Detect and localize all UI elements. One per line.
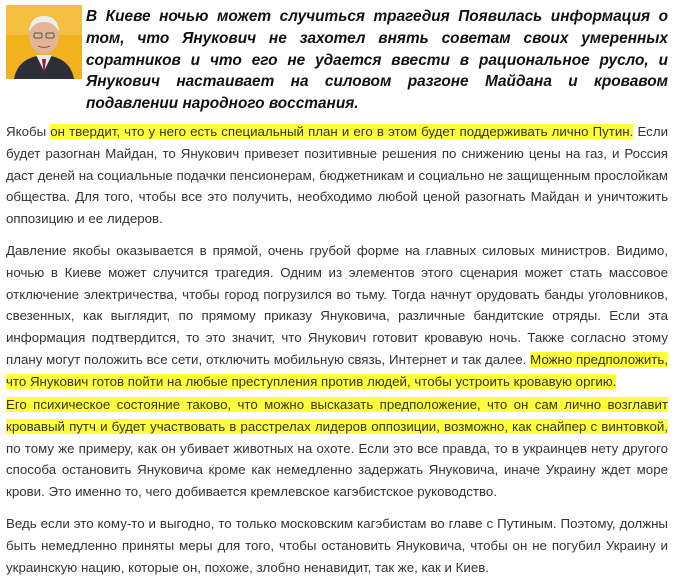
author-photo — [6, 5, 82, 79]
article-paragraph-1 — [6, 121, 668, 230]
paragraph-text: Если будет разогнан Майдан, то Янукович привезет позитивные решения по снижению цены на газ, и Россия даст деней на социальные подачки пенсионерам, бюджетникам и социально не защищенным прослойкам общества. Для того, чтобы все это получить, необходимо любой ценой разогнать Майдан и уничтожить оппозицию и ее лидеров. — [6, 124, 669, 227]
article-lead: В Киеве ночью может случиться трагедия Появилась информация о том, что Янукович не захотел внять советам своих умеренных соратников и что его не удается ввести в рациональное русло, и Янукович настаивает на силовом разгоне Майдана и кровавом подавлении народного восстания. — [86, 8, 668, 113]
paragraph-text: Якобы — [6, 124, 51, 139]
paragraph-text: Давление якобы оказывается в прямой, очень грубой форме на главных силовых министров. Видимо, ночью в Киеве может случится трагедия. Одним из элементов этого сценария может стать массовое отключение электричества, чтобы город погрузился во тьму. Тогда начнут орудовать банды уголовников, свезенных, как выглядит, по прямому приказу Януковича, различные бандитские отряды. Если эта информация подтвердится, то это значит, что Янукович готовит кровавую ночь. Также согласно этому плану могут положить все сети, отключить мобильную связь, Интернет и так далее. — [6, 243, 668, 367]
portrait-image — [6, 5, 82, 79]
highlighted-text: Его психическое состояние таково, что можно высказать предположение, что он сам лично возглавит кровавый путч и будет участвовать в расстрелах лидеров оппозиции, возможно, как снайпер с винтовкой, — [6, 397, 668, 434]
highlighted-text: Можно предположить, что Янукович готов пойти на любые преступления против людей, чтобы устроить кровавую оргию. — [6, 351, 668, 389]
article-paragraph-3 — [6, 394, 668, 503]
article-paragraph-4 — [6, 513, 668, 578]
paragraph-text: Ведь если это кому-то и выгодно, то только московским кагэбистам во главе с Путиным. Поэтому, должны быть немедленно приняты меры для того, чтобы остановить Януковича, чтобы он не погубил Украину и украинскую нацию, которые он, похоже, злобно ненавидит, так же, как и Киев. — [6, 516, 668, 575]
highlighted-text: он твердит, что у него есть специальный план и его в этом будет поддерживать лично Путин. — [50, 124, 634, 139]
paragraph-text: по тому же примеру, как он убивает животных на охоте. Если это все правда, то в украинцев нету другого способа остановить Януковича кроме как немедленно задержать Януковича, иначе Украину ждет море крови. Это именно то, чего добивается кремлевское кагэбистское руководство. — [6, 440, 668, 500]
article-paragraph-2 — [6, 240, 668, 393]
